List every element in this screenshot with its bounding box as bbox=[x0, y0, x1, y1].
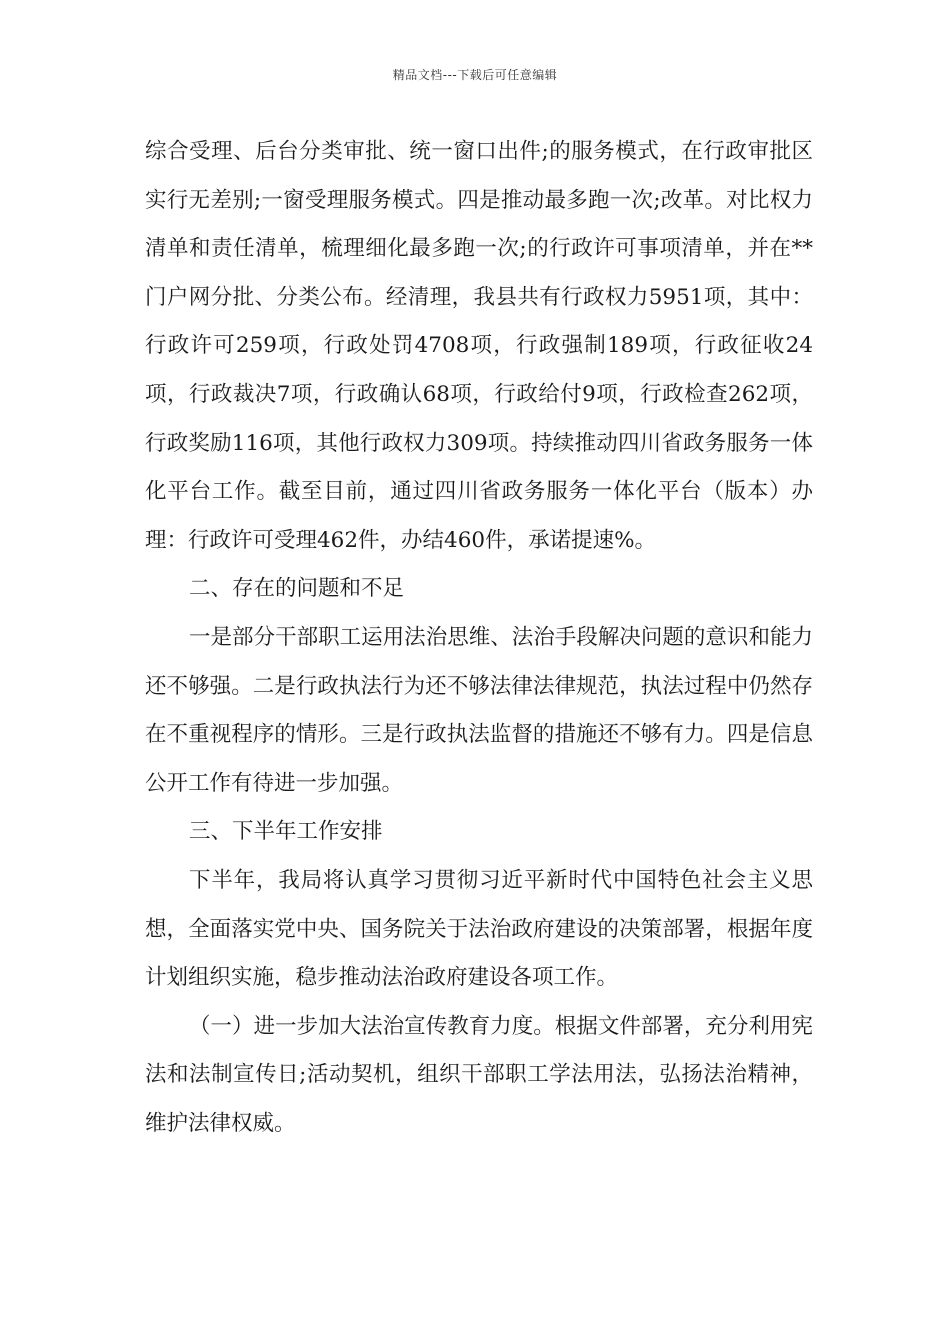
paragraph-approval-reform: 综合受理、后台分类审批、统一窗口出件;的服务模式，在行政审批区实行无差别;一窗受理服务模式。四是推动最多跑一次;改革。对比权力清单和责任清单，梳理细化最多跑一次;的行政许可事项清单，并在**门户网分批、分类公布。经清理，我县共有行政权力5951项，其中：行政许可259项，行政处罚4708项，行政强制189项，行政征收24项，行政裁决7项，行政确认68项，行政给付9项，行政检查262项，行政奖励116项，其他行政权力309项。持续推动四川省政务服务一体化平台工作。截至目前，通过四川省政务服务一体化平台（版本）办理：行政许可受理462件，办结460件，承诺提速%。 bbox=[145, 139, 813, 553]
document-body bbox=[145, 128, 813, 1148]
section-heading-plan: 三、下半年工作安排 bbox=[189, 819, 383, 845]
paragraph-plan-item-1: （一）进一步加大法治宣传教育力度。根据文件部署，充分利用宪法和法制宣传日;活动契机，组织干部职工学法用法，弘扬法治精神，维护法律权威。 bbox=[145, 1013, 813, 1136]
section-heading-problems: 二、存在的问题和不足 bbox=[189, 576, 405, 602]
page-header: 精品文档---下载后可任意编辑 bbox=[392, 68, 558, 82]
paragraph-problems: 一是部分干部职工运用法治思维、法治手段解决问题的意识和能力还不够强。二是行政执法行为还不够法律法律规范，执法过程中仍然存在不重视程序的情形。三是行政执法监督的措施还不够有力。四是信息公开工作有待进一步加强。 bbox=[145, 624, 813, 796]
paragraph-plan-intro: 下半年，我局将认真学习贯彻习近平新时代中国特色社会主义思想，全面落实党中央、国务院关于法治政府建设的决策部署，根据年度计划组织实施，稳步推动法治政府建设各项工作。 bbox=[145, 867, 813, 991]
